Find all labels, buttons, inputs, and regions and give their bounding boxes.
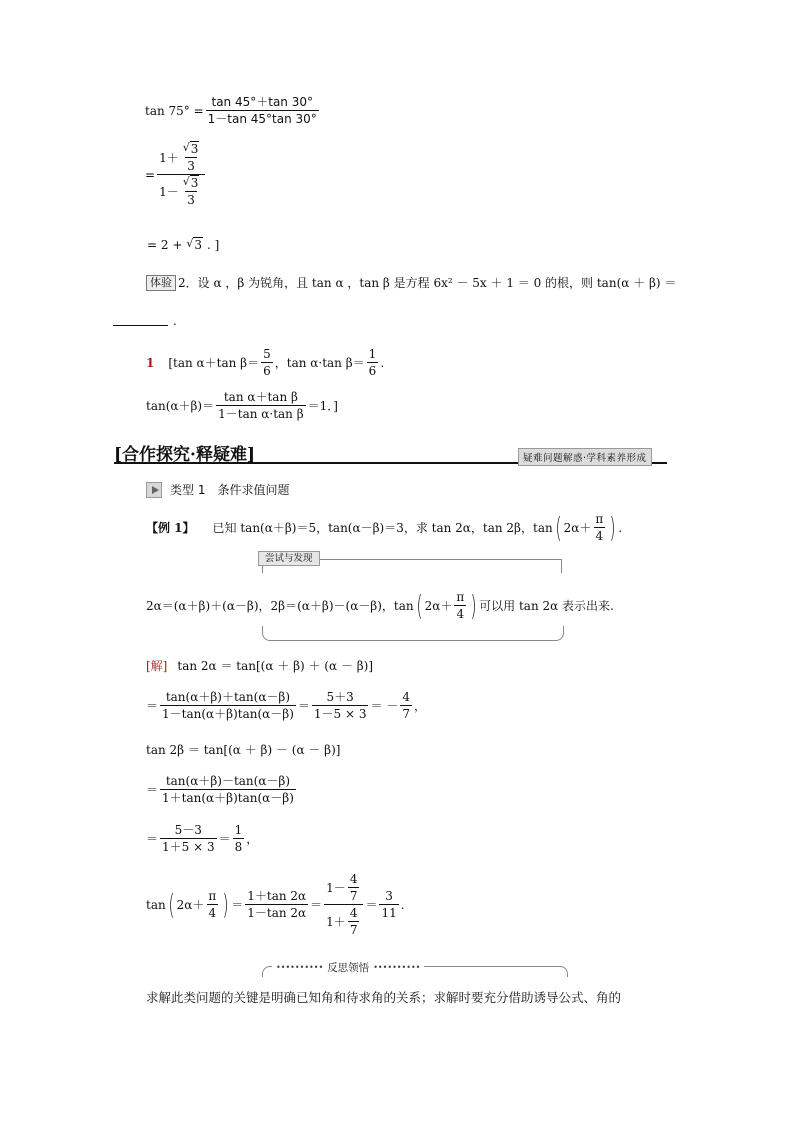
type-1-label: 类型 1 条件求值问题 (170, 483, 290, 497)
fraction (245, 889, 308, 920)
denominator-3: 3 (187, 159, 195, 173)
solution-label: [解] (146, 659, 168, 673)
sqrt-icon (186, 238, 203, 252)
three-elevenths (379, 889, 398, 920)
fraction (312, 690, 369, 721)
solution-line-1 (146, 657, 373, 674)
blank-end: . (173, 314, 177, 328)
numerator: 4 (349, 872, 358, 886)
denominator: 6 (368, 364, 377, 378)
denominator (324, 904, 363, 937)
denominator-3: 3 (187, 193, 195, 207)
eq: ＝ (146, 832, 159, 846)
sqrt3-over-3 (181, 142, 202, 173)
denominator: 4 (595, 529, 604, 543)
eq: ＝ (297, 699, 310, 713)
denominator: 6 (263, 364, 271, 378)
numerator: 1 (368, 347, 377, 361)
fraction (160, 823, 217, 854)
tan75-denominator: 1－tan 45°tan 30° (207, 112, 317, 126)
experience-2-text: 2．设 α ，β 为锐角，且 tan α ，tan β 是方程 6x² － 5x ＋ 1 ＝ 0 的根，则 tan(α ＋ β) ＝ (178, 276, 677, 290)
example-1-label: 【例 1】 (146, 521, 195, 535)
example-1-text: 已知 tan(α＋β)＝5，tan(α－β)＝3，求 tan 2α，tan 2β，tan (212, 521, 553, 535)
numerator: 5 (263, 347, 271, 361)
left-paren: ( (555, 510, 562, 544)
numerator: 1＋tan 2α (247, 889, 307, 903)
sqrt-icon (183, 142, 200, 156)
right-paren: ) (609, 510, 616, 544)
tan75-compound-line (145, 142, 207, 207)
numerator: π (595, 512, 604, 526)
numerator: tan(α＋β)－tan(α－β) (165, 774, 291, 788)
example-1-end: . (618, 520, 623, 535)
numerator: π (456, 590, 465, 604)
numerator (324, 872, 363, 904)
reflect-header (272, 960, 424, 975)
five-sixths (261, 347, 273, 378)
plus: ＋ (166, 150, 179, 165)
eq: ＝ (146, 699, 159, 713)
minus: － (166, 184, 179, 199)
fraction (160, 690, 296, 721)
one-plus: 1＋ (326, 914, 346, 929)
try-text-a: 2α＝(α＋β)＋(α－β)，2β＝(α＋β)－(α－β)，tan (146, 599, 414, 613)
sqrt3-over-3 (181, 176, 202, 207)
result-end: . ] (207, 238, 220, 252)
radicand: 3 (190, 176, 199, 190)
denominator: 4 (456, 607, 465, 621)
result-prefix: = 2 + (147, 238, 183, 252)
solution-l3: tan 2β ＝ tan[(α ＋ β) － (α － β)] (146, 743, 341, 757)
eq: ＝ (310, 898, 323, 912)
answer-2-text-a: [tan α＋tan β＝ (168, 356, 260, 370)
experience-label: 体验 (146, 275, 176, 291)
denominator: 1＋5 × 3 (162, 840, 215, 854)
tan75-result (147, 238, 219, 252)
try-discover-content (146, 590, 614, 621)
paren-content: 2α＋ (563, 521, 592, 535)
pi-over-4 (593, 512, 605, 543)
type-1-heading (146, 481, 289, 498)
tan75-lhs: tan 75° = (145, 103, 204, 118)
comma: ， (246, 832, 259, 846)
denominator: 11 (381, 906, 397, 920)
example-1-question (146, 512, 622, 543)
answer-2-line2 (146, 390, 338, 421)
tan75-fraction (206, 95, 319, 126)
right-paren: ) (470, 588, 477, 622)
try-box-right-top (561, 559, 562, 573)
denominator: 7 (349, 923, 358, 937)
experience-2-question (146, 274, 676, 291)
numerator: 4 (349, 906, 358, 920)
numerator: 1 (234, 823, 243, 837)
denominator: 1－tan(α＋β)tan(α－β) (162, 707, 294, 721)
left-paren: ( (168, 887, 175, 921)
denominator: 1－tan α·tan β (218, 407, 304, 421)
try-box-bottom (262, 626, 564, 641)
tan75-numerator: tan 45°＋tan 30° (211, 95, 313, 109)
answer-2-lhs: tan(α＋β)＝ (146, 399, 215, 413)
numerator: 5＋3 (326, 690, 354, 704)
eq: ＝ (365, 898, 378, 912)
fraction (400, 690, 412, 721)
eq: ＝ (146, 783, 159, 797)
dots-right: •••••••••• (373, 963, 421, 972)
section-title: [合作探究·释疑难] (114, 445, 256, 465)
pi-over-4 (454, 590, 466, 621)
tan75-line (145, 95, 321, 126)
one: 1 (159, 184, 167, 199)
answer-2-text-b: ，tan α·tan β＝ (274, 356, 365, 370)
numerator: tan(α＋β)＋tan(α－β) (165, 690, 291, 704)
solution-line-3 (146, 741, 341, 758)
paren-content: 2α＋ (424, 599, 453, 613)
tan75-eq-sign: = (145, 167, 156, 182)
fraction (160, 774, 296, 805)
answer-blank (113, 325, 168, 326)
one: 1 (159, 150, 167, 165)
radicand: 3 (190, 142, 199, 156)
denominator: 7 (402, 707, 410, 721)
answer-2-end: . (380, 355, 385, 370)
solution-line-5 (146, 823, 258, 854)
paren-content: 2α＋ (176, 898, 205, 912)
solution-line-2 (146, 690, 426, 721)
pi-over-4 (206, 889, 218, 920)
try-discover-title: 尝试与发现 (258, 551, 320, 566)
section-banner: 疑难问题解惑·学科素养形成 (518, 448, 652, 466)
solution-line-4 (146, 774, 298, 805)
answer-2-result: ＝1．] (307, 399, 338, 413)
eq: ＝ (218, 832, 231, 846)
answer-number: 1 (146, 355, 155, 370)
numerator: 5－3 (174, 823, 202, 837)
reflect-text: 求解此类问题的关键是明确已知角和待求角的关系；求解时要充分借助诱导公式、角的 (146, 990, 622, 1005)
numerator: π (208, 889, 217, 903)
radicand: 3 (194, 238, 203, 252)
solution-l1: tan 2α ＝ tan[(α ＋ β) ＋ (α － β)] (177, 659, 374, 673)
answer-2-line1 (146, 347, 384, 378)
denominator: 1－5 × 3 (313, 707, 367, 721)
one-sixth (367, 347, 379, 378)
numerator: 4 (402, 690, 410, 704)
result-prefix: ＝ － (370, 699, 399, 713)
comma: ， (413, 699, 426, 713)
right-paren: ) (222, 887, 229, 921)
tan75-compound-fraction (157, 142, 205, 207)
sqrt-icon (183, 176, 200, 190)
compound-fraction (324, 872, 363, 937)
denominator: 1＋tan(α＋β)tan(α－β) (162, 791, 294, 805)
tan75-compound-num (157, 142, 205, 174)
reflect-title: 反思领悟 (327, 962, 370, 974)
answer-2-fraction (216, 390, 306, 421)
solution-line-6 (146, 872, 405, 937)
denominator: 4 (208, 906, 217, 920)
numerator: 3 (385, 889, 393, 903)
try-text-b: 可以用 tan 2α 表示出来. (479, 599, 614, 613)
eq: ＝ (231, 898, 244, 912)
denominator: 1－tan 2α (247, 906, 307, 920)
play-triangle-icon (146, 482, 162, 498)
tan75-compound-den (157, 174, 205, 207)
four-sevenths (348, 872, 360, 903)
denominator: 8 (234, 840, 243, 854)
left-paren: ( (416, 588, 423, 622)
one-minus: 1－ (326, 880, 346, 895)
four-sevenths (348, 906, 360, 937)
dots-left: •••••••••• (276, 963, 324, 972)
period: . (400, 897, 405, 912)
denominator: 7 (349, 889, 358, 903)
tan-text: tan (146, 897, 166, 912)
numerator: tan α＋tan β (223, 390, 298, 404)
fraction (233, 823, 245, 854)
